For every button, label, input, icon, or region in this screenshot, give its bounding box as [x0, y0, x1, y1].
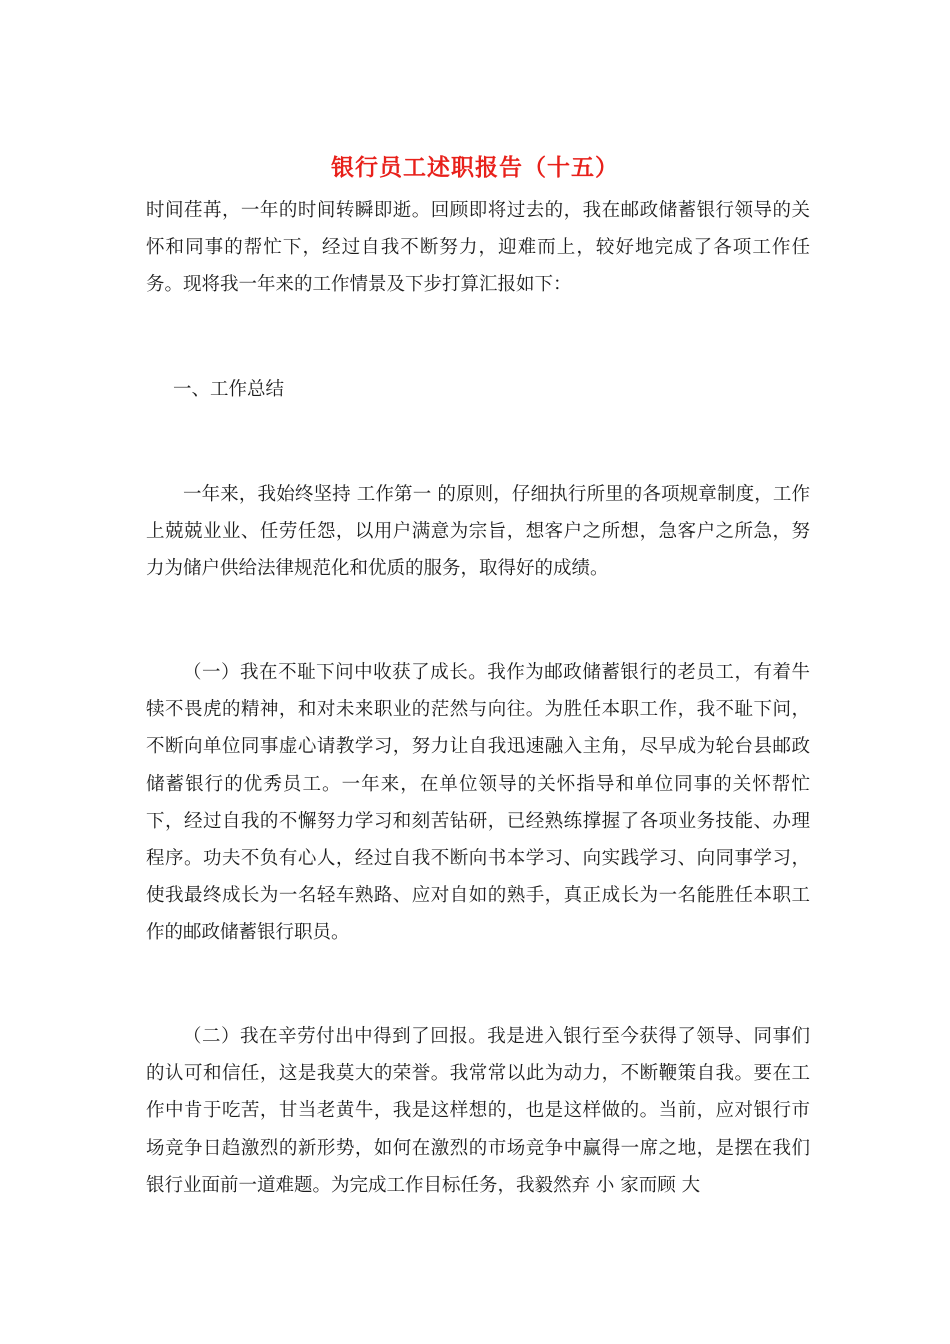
- intro-paragraph: 时间荏苒，一年的时间转瞬即逝。回顾即将过去的，我在邮政储蓄银行领导的关怀和同事的帮忙下，经过自我不断努力，迎难而上，较好地完成了各项工作任务。现将我一年来的工作情景及下步打算汇报如下：: [146, 200, 810, 296]
- paragraph-reward: （二）我在辛劳付出中得到了回报。我是进入银行至今获得了领导、同事们的认可和信任，这是我莫大的荣誉。我常常以此为动力，不断鞭策自我。要在工作中肯于吃苦，甘当老黄牛，我是这样想的，也是这样做的。当前，应对银行市场竞争日趋激烈的新形势，如何在激烈的市场竞争中赢得一席之地，是摆在我们银行业面前一道难题。为完成工作目标任务，我毅然弃 小 家而顾 大: [146, 1026, 810, 1196]
- section-heading-work-summary: 一、工作总结: [173, 379, 285, 400]
- paragraph-work-principle: 一年来，我始终坚持 工作第一 的原则，仔细执行所里的各项规章制度，工作上兢兢业业、任劳任怨，以用户满意为宗旨，想客户之所想，急客户之所急，努力为储户供给法律规范化和优质的服务，取得好的成绩。: [146, 484, 810, 580]
- document-title: 银行员工述职报告（十五）: [331, 154, 619, 181]
- paragraph-growth: （一）我在不耻下问中收获了成长。我作为邮政储蓄银行的老员工，有着牛犊不畏虎的精神，和对未来职业的茫然与向往。为胜任本职工作，我不耻下问，不断向单位同事虚心请教学习，努力让自我迅速融入主角，尽早成为轮台县邮政储蓄银行的优秀员工。一年来，在单位领导的关怀指导和单位同事的关怀帮忙下，经过自我的不懈努力学习和刻苦钻研，已经熟练撑握了各项业务技能、办理程序。功夫不负有心人，经过自我不断向书本学习、向实践学习、向同事学习，使我最终成长为一名轻车熟路、应对自如的熟手，真正成长为一名能胜任本职工作的邮政储蓄银行职员。: [146, 662, 810, 944]
